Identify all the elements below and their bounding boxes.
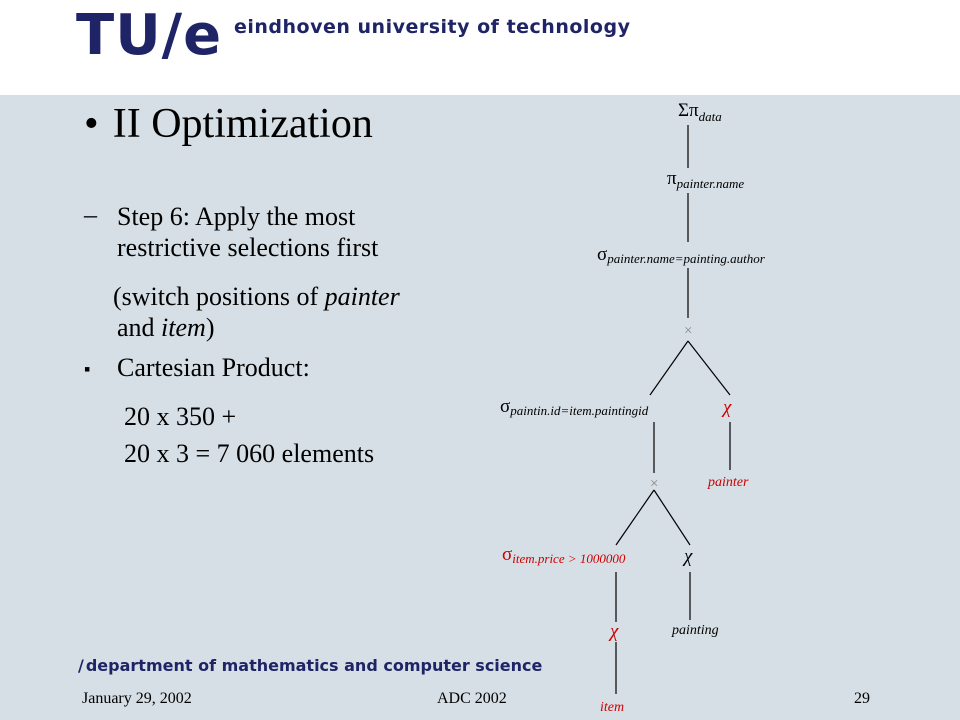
step-text-line2: restrictive selections first <box>117 233 379 262</box>
title-text: II Optimization <box>112 101 373 147</box>
switch-text-close: ) <box>205 313 215 342</box>
cartesian-line2: 20 x 3 = 7 060 elements <box>124 439 375 468</box>
selection-node-author: σpainter.name=painting.author <box>597 244 765 266</box>
footer-page-number: 29 <box>854 690 870 707</box>
footer-date: January 29, 2002 <box>82 690 192 707</box>
switch-text-a: (switch positions of <box>113 282 325 311</box>
selection-node-paintingid: σpaintin.id=item.paintingid <box>500 396 649 418</box>
tue-logo: TU/e <box>76 3 223 68</box>
switch-text-painter: painter <box>324 282 400 311</box>
selection-node-price: σitem.price > 1000000 <box>502 544 626 566</box>
university-name: eindhoven university of technology <box>234 16 631 38</box>
chi-node-item: χ <box>610 621 619 642</box>
step-dash: – <box>84 200 97 229</box>
title-bullet: • <box>84 101 99 147</box>
painter-leaf: painter <box>708 475 749 490</box>
chi-node-painter: χ <box>723 397 732 418</box>
painting-leaf: painting <box>672 623 719 638</box>
department-slash: / <box>78 656 84 675</box>
cartesian-label: Cartesian Product: <box>117 353 310 382</box>
cross-product-node-top: × <box>684 323 693 339</box>
switch-text-item: item <box>161 313 206 342</box>
root-node: $\Sigma\pi_{data}$ <box>678 100 722 124</box>
department-name: department of mathematics and computer science <box>85 656 543 675</box>
department-label <box>78 656 542 675</box>
cross-product-node-bottom: × <box>650 476 659 492</box>
switch-text-and: and <box>117 313 162 342</box>
cartesian-line1: 20 x 350 + <box>124 402 237 431</box>
step-text-line1: Step 6: Apply the most <box>117 202 356 231</box>
square-bullet-icon: ▪ <box>84 359 91 379</box>
projection-node: $\pi_{painter.name}$ <box>667 168 745 191</box>
chi-node-painting: χ <box>684 546 693 567</box>
item-leaf: item <box>600 700 625 715</box>
footer-course: ADC 2002 <box>437 690 507 707</box>
